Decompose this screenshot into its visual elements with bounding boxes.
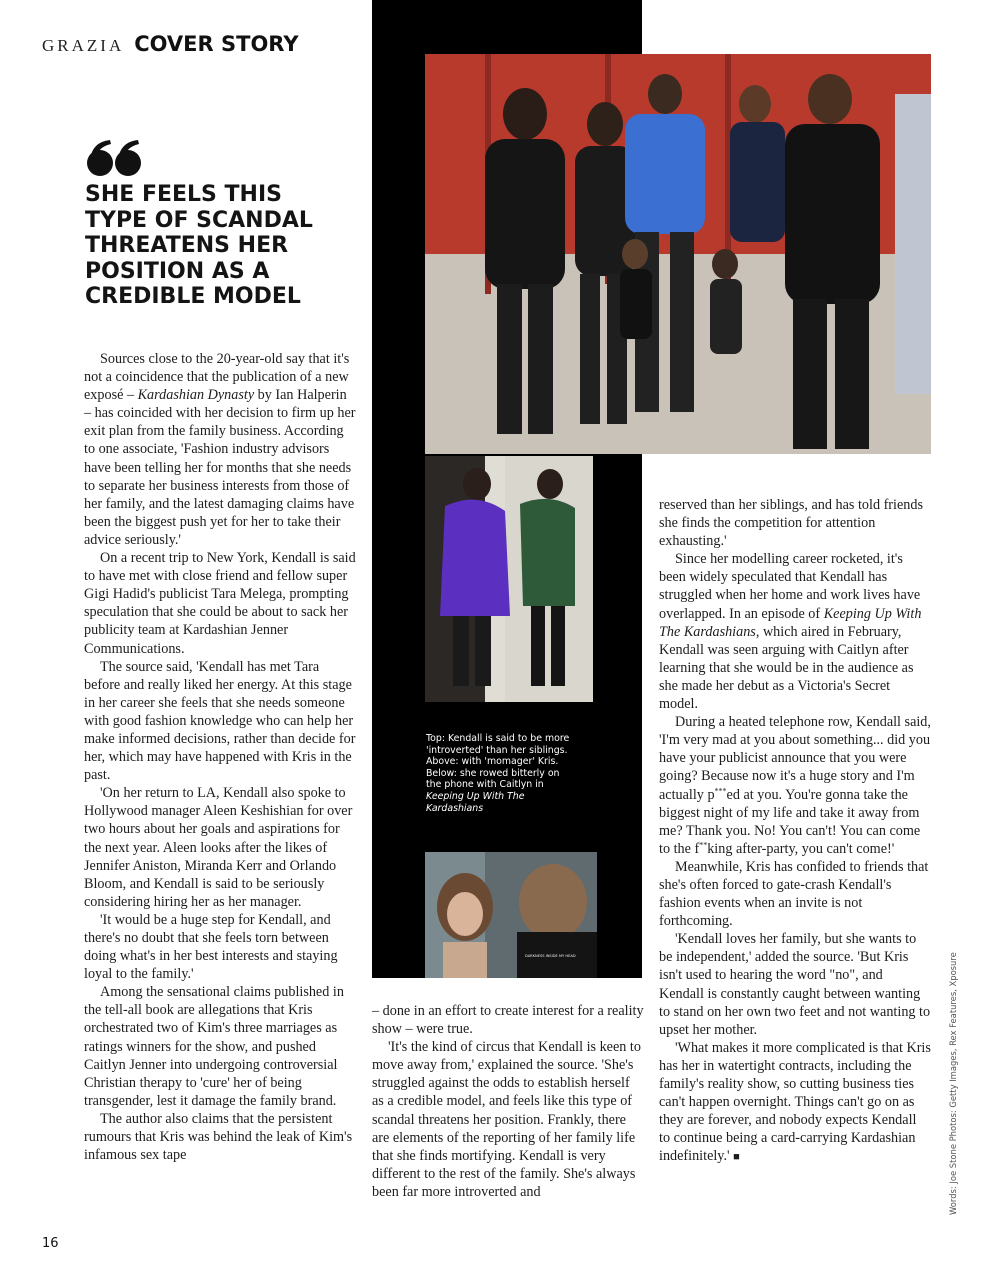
photo-credit: Words: Joe Stone Photos: Getty Images, Rex Features, Xposure bbox=[948, 952, 958, 1215]
paragraph bbox=[659, 713, 931, 858]
paragraph: Among the sensational claims published in the tell-all book are allegations that Kris orchestrated two of Kim's three marriages as ratings winners for the show, and pushed Caitlyn Jenner into undergoing controversial Christian therapy to 'cure' her of being transgender, lest it damage the family brand. bbox=[84, 984, 344, 1109]
tv-still-illustration bbox=[425, 852, 597, 978]
censor-stars: *** bbox=[714, 785, 727, 795]
text-run: ed at you. You're gonna take the biggest night of my life and take it away from me? Thank you. No! You can't! You can come to the f bbox=[659, 786, 921, 857]
end-mark-icon: ■ bbox=[733, 1151, 740, 1164]
book-title: Kardashian Dynasty bbox=[137, 387, 255, 404]
paragraph: On a recent trip to New York, Kendall is said to have met with close friend and fellow super Gigi Hadid's publicist Tara Melega, prompting speculation that she could be about to sack her publicity team at Kardashian Jenner Communications. bbox=[84, 550, 356, 657]
text-run: by Ian Halperin – has coincided with her decision to firm up her exit plan from the family business. According to one associate, 'Fashion industry advisors have been telling her for months that she needs to separate her business interests from those of her family, and the latest damaging claims have been the biggest push yet for her to take their advice seriously.' bbox=[84, 387, 356, 548]
paragraph: 'It's the kind of circus that Kendall is keen to move away from,' explained the source. 'She's struggled against the odds to establish herself as a credible model, and feels like this type of scandal threatens her position. Frankly, there are elements of the reporting of her family life that she finds mortifying. Kendall is very different to the rest of the family. She's always been far more introverted and bbox=[372, 1039, 641, 1200]
article-column-3 bbox=[659, 496, 931, 1166]
paragraph: 'On her return to LA, Kendall also spoke to Hollywood manager Aleen Keshishian for over two hours about her goals and aspirations for the next year. Aleen looks after the likes of Jennifer Aniston, Miranda Kerr and Orlando Bloom, and Kendall is said to be seriously considering hiring her as her manager. bbox=[84, 785, 353, 910]
article-column-1 bbox=[84, 350, 356, 1164]
page-number: 16 bbox=[42, 1236, 59, 1251]
photo-caption bbox=[426, 733, 576, 814]
family-photo-illustration bbox=[425, 54, 931, 454]
tv-still-photo bbox=[425, 852, 597, 978]
text-run: Sources close to the 20-year-old say that it's not a coincidence that the publication of a new exposé – bbox=[84, 351, 350, 404]
paragraph bbox=[659, 550, 931, 713]
paragraph: The source said, 'Kendall has met Tara before and really liked her energy. At this stage in her career she feels that she needs someone with good fashion knowledge who can help her make informed decisions, rather than decide for her, which may have happened with Kris in the past. bbox=[84, 658, 356, 784]
text-run: , which aired in February, Kendall was seen arguing with Caitlyn after learning that she would be in the audience as she made her debut as a Victoria's Secret model. bbox=[659, 623, 914, 713]
kris-kendall-photo bbox=[425, 456, 593, 702]
magazine-header bbox=[42, 32, 299, 56]
tv-overlay-text: DARKNESS INSIDE MY HEAD bbox=[525, 954, 576, 958]
paragraph bbox=[659, 1039, 931, 1167]
text-run: king after-party, you can't come!' bbox=[707, 840, 895, 857]
paragraph: The author also claims that the persistent rumours that Kris was behind the leak of Kim's infamous sex tape bbox=[84, 1110, 353, 1164]
text-run: 'What makes it more complicated is that Kris has her in watertight contracts, including the family's reality show, so cutting business ties can't happen overnight. Things can't go on as they are forever, and nobody expects Kendall to continue being a card-carrying Kardashian indefinitely.' bbox=[659, 1039, 931, 1165]
paragraph: Meanwhile, Kris has confided to friends that she's often forced to gate-crash Kendall's fashion events when an invite is not forthcoming. bbox=[659, 858, 929, 930]
kris-photo-illustration bbox=[425, 456, 593, 702]
paragraph: 'Kendall loves her family, but she wants to be independent,' added the source. 'But Kris isn't used to hearing the word "no", and Kendall is constantly caught between wanting to stand on her own two feet and not wanting to upset her mother. bbox=[659, 931, 931, 1038]
paragraph bbox=[84, 350, 356, 549]
caption-text: Top: Kendall is said to be more 'introverted' than her siblings. Above: with 'momager' Kris. Below: she rowed bitterly on the phone with Caitlyn in bbox=[426, 733, 570, 791]
pull-quote: SHE FEELS THIS TYPE OF SCANDAL THREATENS HER POSITION AS A CREDIBLE MODEL bbox=[85, 182, 313, 309]
show-title: Keeping Up With The Kardashians bbox=[659, 605, 922, 640]
paragraph: reserved than her siblings, and has told friends she finds the competition for attention exhausting.' bbox=[659, 497, 923, 550]
section-title: COVER STORY bbox=[134, 32, 299, 56]
article-column-2 bbox=[372, 1002, 644, 1201]
text-run: Since her modelling career rocketed, it's been widely speculated that Kendall has struggled when her home and work lives have overlapped. In an episode of bbox=[659, 551, 921, 622]
censor-stars: ** bbox=[699, 840, 708, 850]
text-run: During a heated telephone row, Kendall said, 'I'm very mad at you about something... did you have your publicist announce that you were going? Because now it's a huge story and I'm actually p bbox=[659, 714, 931, 803]
family-walking-photo bbox=[425, 54, 931, 454]
paragraph: – done in an effort to create interest for a reality show – were true. bbox=[372, 1003, 644, 1038]
quote-mark-icon bbox=[86, 138, 146, 178]
paragraph: 'It would be a huge step for Kendall, and there's no doubt that she feels torn between doing what's in her best interests and staying loyal to the family.' bbox=[84, 911, 338, 983]
brand-name: GRAZIA bbox=[42, 36, 125, 55]
caption-show-title: Keeping Up With The Kardashians bbox=[426, 790, 525, 814]
